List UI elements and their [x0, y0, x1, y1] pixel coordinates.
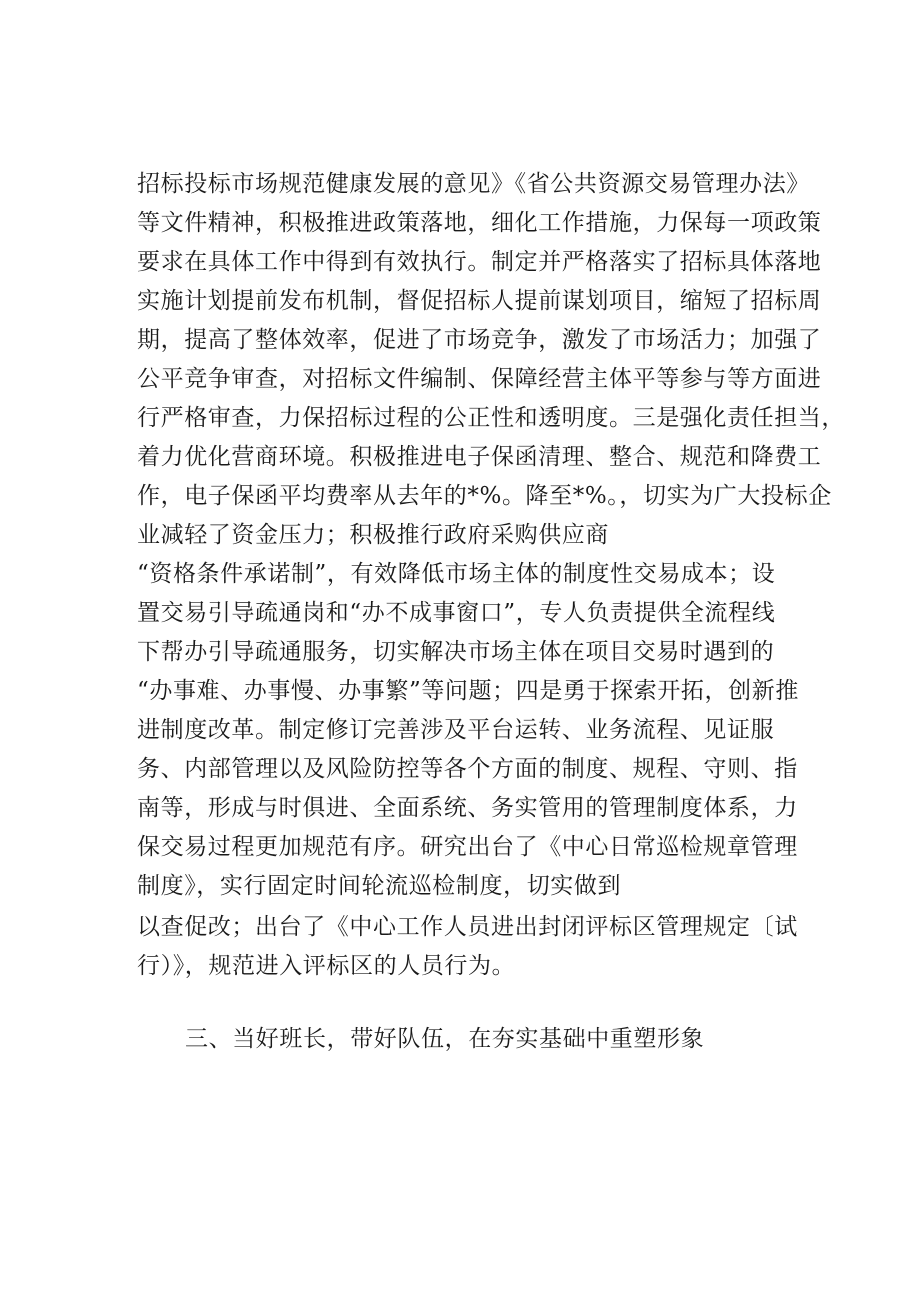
body-line: 期，提高了整体效率，促进了市场竞争，激发了市场活力；加强了	[137, 327, 822, 353]
body-line: “资格条件承诺制”，有效降低市场主体的制度性交易成本；设	[137, 561, 776, 587]
body-line: “办事难、办事慢、办事繁”等问题；四是勇于探索开拓，创新推	[137, 678, 799, 704]
body-line: 置交易引导疏通岗和“办不成事窗口”，专人负责提供全流程线	[137, 600, 776, 626]
body-line: 要求在具体工作中得到有效执行。制定并严格落实了招标具体落地	[137, 249, 822, 275]
body-line: 实施计划提前发布机制，督促招标人提前谋划项目，缩短了招标周	[137, 288, 822, 314]
body-line: 进制度改革。制定修订完善涉及平台运转、业务流程、见证服	[137, 717, 775, 743]
body-line: 行严格审查，力保招标过程的公正性和透明度。三是强化责任担当，	[137, 405, 845, 431]
body-line: 以查促改；出台了《中心工作人员进出封闭评标区管理规定〔试	[137, 914, 798, 940]
body-line: 行）》，规范进入评标区的人员行为。	[137, 953, 516, 979]
section-heading: 三、当好班长，带好队伍，在夯实基础中重塑形象	[185, 1026, 705, 1052]
body-line: 着力优化营商环境。积极推进电子保函清理、整合、规范和降费工	[137, 444, 822, 470]
body-line: 下帮办引导疏通服务，切实解决市场主体在项目交易时遇到的	[137, 639, 775, 665]
body-line: 务、内部管理以及风险防控等各个方面的制度、规程、守则、指	[137, 756, 798, 782]
body-line: 制度》，实行固定时间轮流巡检制度，切实做到	[137, 873, 622, 899]
body-line: 保交易过程更加规范有序。研究出台了《中心日常巡检规章管理	[137, 834, 798, 860]
body-line: 招标投标市场规范健康发展的意见》《省公共资源交易管理办法》	[137, 171, 810, 197]
body-line: 作，电子保函平均费率从去年的*%。降至*%。，切实为广大投标企	[137, 483, 832, 509]
body-line: 业减轻了资金压力；积极推行政府采购供应商	[137, 522, 609, 548]
body-line: 南等，形成与时俱进、全面系统、务实管用的管理制度体系，力	[137, 795, 798, 821]
body-line: 等文件精神，积极推进政策落地，细化工作措施，力保每一项政策	[137, 210, 822, 236]
body-line: 公平竞争审查，对招标文件编制、保障经营主体平等参与等方面进	[137, 366, 822, 392]
